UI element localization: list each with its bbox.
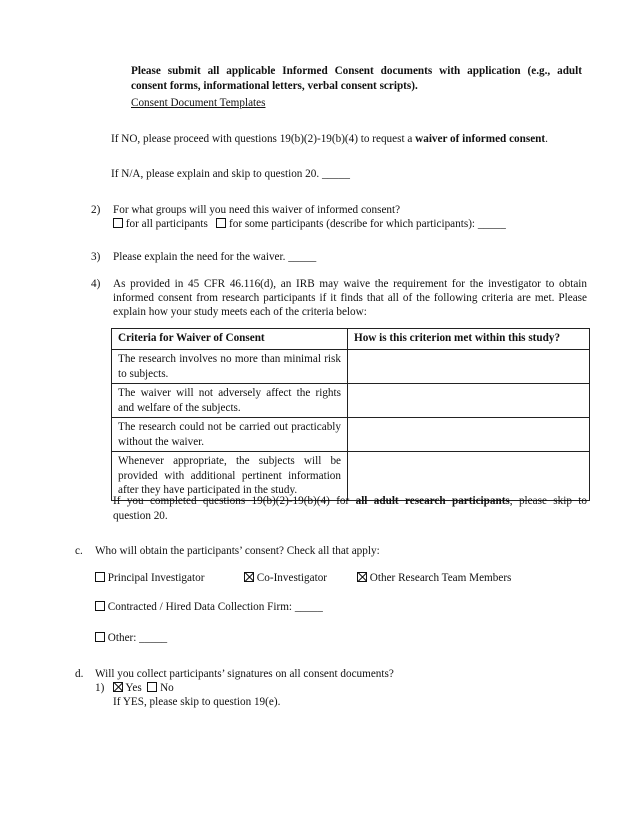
completed-note-line1 xyxy=(113,494,587,509)
q2-some-label: for some participants (describe for which participants): _____ xyxy=(229,218,506,230)
criterion-cell: Whenever appropriate, the subjects will be provided with additional pertinent information after they have participated in the study. xyxy=(112,452,348,501)
criteria-table xyxy=(111,328,590,501)
q2-all-checkbox[interactable] xyxy=(113,218,123,228)
yes-checkbox[interactable] xyxy=(113,682,123,692)
table-row xyxy=(112,384,590,418)
option-co-investigator xyxy=(244,571,327,586)
q2-options xyxy=(113,217,506,232)
option-other-team xyxy=(357,571,511,586)
section-c-question: Who will obtain the participants’ consent? Check all that apply: xyxy=(95,545,380,557)
q3-number: 3) xyxy=(91,251,101,263)
no-label: No xyxy=(160,682,174,694)
completed-note-line2: question 20. xyxy=(113,510,168,522)
section-d-question: Will you collect participants’ signatures on all consent documents? xyxy=(95,668,394,680)
if-na-instruction: If N/A, please explain and skip to question 20. _____ xyxy=(111,168,350,180)
q4-line1: As provided in 45 CFR 46.116(d), an IRB may waive the requirement for the investigator to obtain xyxy=(113,278,587,290)
contracted-firm-checkbox[interactable] xyxy=(95,601,105,611)
table-header-row xyxy=(112,329,590,350)
submit-note-line1: Please submit all applicable Informed Consent documents with application (e.g., adult xyxy=(131,65,582,77)
consent-templates-link[interactable]: Consent Document Templates xyxy=(131,97,266,109)
other-checkbox[interactable] xyxy=(95,632,105,642)
response-cell[interactable] xyxy=(348,418,590,452)
criteria-header: Criteria for Waiver of Consent xyxy=(112,329,348,350)
submit-note-line2: consent forms, informational letters, verbal consent scripts). xyxy=(131,80,418,92)
response-cell[interactable] xyxy=(348,350,590,384)
other-team-checkbox[interactable] xyxy=(357,572,367,582)
criterion-cell: The research could not be carried out practicably without the waiver. xyxy=(112,418,348,452)
q2-number: 2) xyxy=(91,204,101,216)
principal-investigator-label: Principal Investigator xyxy=(107,572,205,584)
completed-note-bold: all adult research participants xyxy=(355,495,510,507)
criterion-cell: The waiver will not adversely affect the rights and welfare of the subjects. xyxy=(112,384,348,418)
co-investigator-label: Co-Investigator xyxy=(256,572,328,584)
no-checkbox[interactable] xyxy=(147,682,157,692)
option-contracted-firm xyxy=(95,600,323,615)
q2-question: For what groups will you need this waiver of informed consent? xyxy=(113,204,401,216)
q4-line2: informed consent from research participants if it finds that all of the following criteria are met. Please xyxy=(113,292,587,304)
contracted-firm-label: Contracted / Hired Data Collection Firm: _____ xyxy=(107,601,323,613)
table-row xyxy=(112,350,590,384)
yes-label: Yes xyxy=(125,682,142,694)
if-no-text: If NO, please proceed with questions 19(b)(2)-19(b)(4) to request a xyxy=(111,133,416,145)
completed-note-pre: If you completed questions 19(b)(2)-19(b)(4) for xyxy=(113,495,356,507)
q4-number: 4) xyxy=(91,278,101,290)
option-other xyxy=(95,631,167,646)
co-investigator-checkbox[interactable] xyxy=(244,572,254,582)
response-header: How is this criterion met within this study? xyxy=(348,329,590,350)
option-principal-investigator xyxy=(95,571,204,586)
section-d-number: 1) xyxy=(95,682,105,694)
q4-line3: explain how your study meets each of the criteria below: xyxy=(113,306,367,318)
completed-note-post: , please skip to xyxy=(509,495,587,507)
other-team-label: Other Research Team Members xyxy=(369,572,512,584)
other-label: Other: _____ xyxy=(107,632,168,644)
section-d-letter: d. xyxy=(75,668,84,680)
table-row xyxy=(112,418,590,452)
section-d-note: If YES, please skip to question 19(e). xyxy=(113,696,281,708)
signature-options xyxy=(113,681,174,696)
waiver-term: waiver of informed consent xyxy=(415,133,546,145)
if-no-instruction xyxy=(111,132,548,147)
section-c-letter: c. xyxy=(75,545,83,557)
if-no-end: . xyxy=(545,133,548,145)
criterion-cell: The research involves no more than minimal risk to subjects. xyxy=(112,350,348,384)
q2-all-label: for all participants xyxy=(125,218,208,230)
principal-investigator-checkbox[interactable] xyxy=(95,572,105,582)
q3-question: Please explain the need for the waiver. _____ xyxy=(113,251,317,263)
q2-some-checkbox[interactable] xyxy=(216,218,226,228)
response-cell[interactable] xyxy=(348,384,590,418)
